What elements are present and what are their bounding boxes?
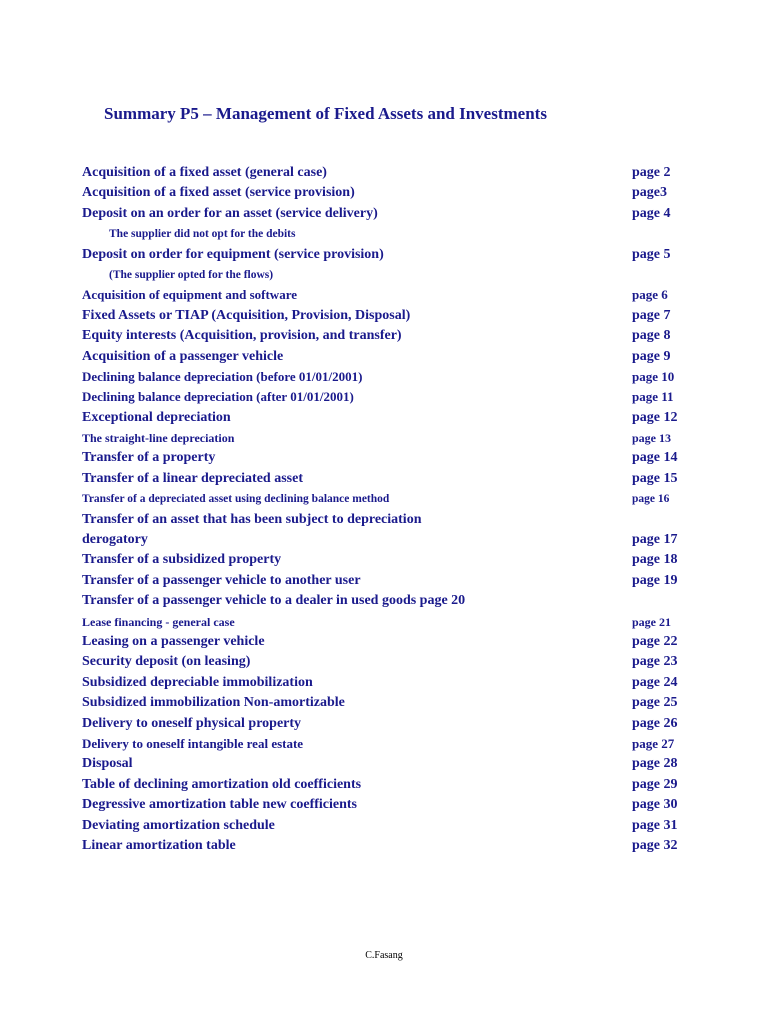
toc-entry	[82, 652, 692, 672]
toc-entry-page: page3	[632, 185, 667, 201]
toc-entry-title: Deposit on an order for an asset (service delivery)	[82, 205, 378, 221]
toc-entry-title: The supplier did not opt for the debits	[109, 228, 296, 241]
toc-entry	[82, 510, 692, 530]
toc-entry	[82, 448, 692, 468]
toc-entry-title: Degressive amortization table new coefficients	[82, 797, 357, 813]
toc-entry	[82, 408, 692, 428]
toc-entry-title: Lease financing - general case	[82, 614, 235, 629]
toc-entry-page: page 32	[632, 837, 678, 853]
toc-entry-title: Acquisition of a passenger vehicle	[82, 348, 284, 364]
toc-entry	[82, 612, 692, 632]
toc-entry-page: page 18	[632, 552, 678, 568]
toc-entry-title: Delivery to oneself physical property	[82, 715, 302, 731]
toc-entry-title: The straight-line depreciation	[82, 431, 235, 446]
toc-entry-page: page 2	[632, 165, 671, 180]
toc-entry-title: Declining balance depreciation (after 01/01/2001)	[82, 389, 354, 405]
toc-entry-title: Subsidized depreciable immobilization	[82, 674, 313, 690]
toc-entry	[82, 204, 692, 224]
toc-entry-title: Disposal	[82, 756, 133, 772]
table-of-contents	[82, 163, 692, 856]
toc-entry-title: Deposit on order for equipment (service provision)	[82, 246, 384, 262]
document-title: Summary P5 – Management of Fixed Assets and Investments	[104, 104, 547, 123]
toc-entry-page: page 4	[632, 205, 671, 221]
toc-entry-title: Leasing on a passenger vehicle	[82, 633, 265, 649]
toc-entry-title: Transfer of a depreciated asset using declining balance method	[82, 493, 390, 506]
toc-entry-title: Acquisition of equipment and software	[82, 287, 298, 303]
toc-entry-page: page 11	[632, 389, 674, 405]
toc-entry-page: page 27	[632, 735, 675, 751]
toc-entry	[82, 632, 692, 652]
toc-entry	[82, 469, 692, 489]
toc-entry-title: Equity interests (Acquisition, provision, and transfer)	[82, 328, 402, 344]
toc-entry-title: Transfer of a property	[82, 450, 216, 466]
toc-entry-page: page 5	[632, 246, 671, 262]
toc-entry	[82, 571, 692, 591]
toc-entry	[82, 693, 692, 713]
toc-entry-title: Transfer of a passenger vehicle to another user	[82, 572, 361, 588]
toc-entry-title: Transfer of an asset that has been subject to depreciation	[82, 511, 422, 527]
toc-entry-title: Declining balance depreciation (before 01/01/2001)	[82, 368, 363, 384]
toc-entry	[82, 550, 692, 570]
toc-entry-page: page 12	[632, 409, 678, 425]
toc-entry-page: page 9	[632, 348, 671, 364]
toc-entry	[82, 265, 692, 285]
toc-entry-page: page 29	[632, 776, 678, 792]
toc-entry-title: Transfer of a subsidized property	[82, 552, 282, 568]
toc-entry	[82, 163, 692, 183]
toc-entry-page: page 16	[632, 493, 670, 506]
toc-entry-page: page 28	[632, 756, 678, 772]
toc-entry-title: Deviating amortization schedule	[82, 817, 275, 833]
toc-entry-page: page 23	[632, 654, 678, 670]
toc-entry-title: Exceptional depreciation	[82, 409, 231, 425]
toc-entry	[82, 734, 692, 754]
toc-entry	[82, 183, 692, 203]
toc-entry	[82, 714, 692, 734]
toc-entry	[82, 836, 692, 856]
toc-entry-title: Delivery to oneself intangible real estate	[82, 735, 304, 751]
toc-entry-title: Transfer of a linear depreciated asset	[82, 470, 303, 486]
toc-entry-page: page 8	[632, 328, 671, 344]
toc-entry-title: Acquisition of a fixed asset (general case)	[82, 165, 327, 180]
toc-entry-page: page 21	[632, 614, 671, 629]
toc-entry-page: page 22	[632, 633, 678, 649]
toc-entry	[82, 673, 692, 693]
toc-entry-page: page 31	[632, 817, 678, 833]
toc-entry-page: page 15	[632, 470, 678, 486]
toc-entry-page: page 26	[632, 715, 678, 731]
toc-entry	[82, 347, 692, 367]
toc-entry	[82, 489, 692, 509]
toc-entry-page: page 7	[632, 307, 671, 323]
toc-entry-title: Fixed Assets or TIAP (Acquisition, Provision, Disposal)	[82, 307, 411, 323]
toc-entry-title: Linear amortization table	[82, 837, 236, 853]
toc-entry-page: page 17	[632, 532, 678, 548]
toc-entry-page: page 14	[632, 450, 678, 466]
toc-entry	[82, 591, 692, 611]
toc-entry	[82, 285, 692, 305]
toc-entry-page: page 13	[632, 431, 671, 446]
toc-entry	[82, 754, 692, 774]
toc-entry-title: Security deposit (on leasing)	[82, 654, 251, 670]
toc-entry	[82, 306, 692, 326]
toc-entry-title: derogatory	[82, 532, 148, 548]
toc-entry	[82, 387, 692, 407]
toc-entry-page: page 25	[632, 695, 678, 711]
toc-entry	[82, 245, 692, 265]
toc-entry	[82, 367, 692, 387]
toc-entry-page: page 10	[632, 368, 675, 384]
toc-entry-page: page 30	[632, 797, 678, 813]
toc-entry-title: Subsidized immobilization Non-amortizable	[82, 695, 345, 711]
toc-entry	[82, 224, 692, 244]
toc-entry	[82, 428, 692, 448]
toc-entry-title: Table of declining amortization old coefficients	[82, 776, 362, 792]
toc-entry	[82, 530, 692, 550]
toc-entry-page: page 6	[632, 287, 668, 303]
toc-entry-page: page 24	[632, 674, 678, 690]
toc-entry-title: Acquisition of a fixed asset (service provision)	[82, 185, 355, 201]
toc-entry-title: Transfer of a passenger vehicle to a dealer in used goods page 20	[82, 593, 466, 609]
toc-entry-title: (The supplier opted for the flows)	[109, 268, 274, 281]
toc-entry	[82, 326, 692, 346]
document-footer: C.Fasang	[365, 950, 403, 961]
toc-entry-page: page 19	[632, 572, 678, 588]
toc-entry	[82, 816, 692, 836]
toc-entry	[82, 775, 692, 795]
toc-entry	[82, 795, 692, 815]
